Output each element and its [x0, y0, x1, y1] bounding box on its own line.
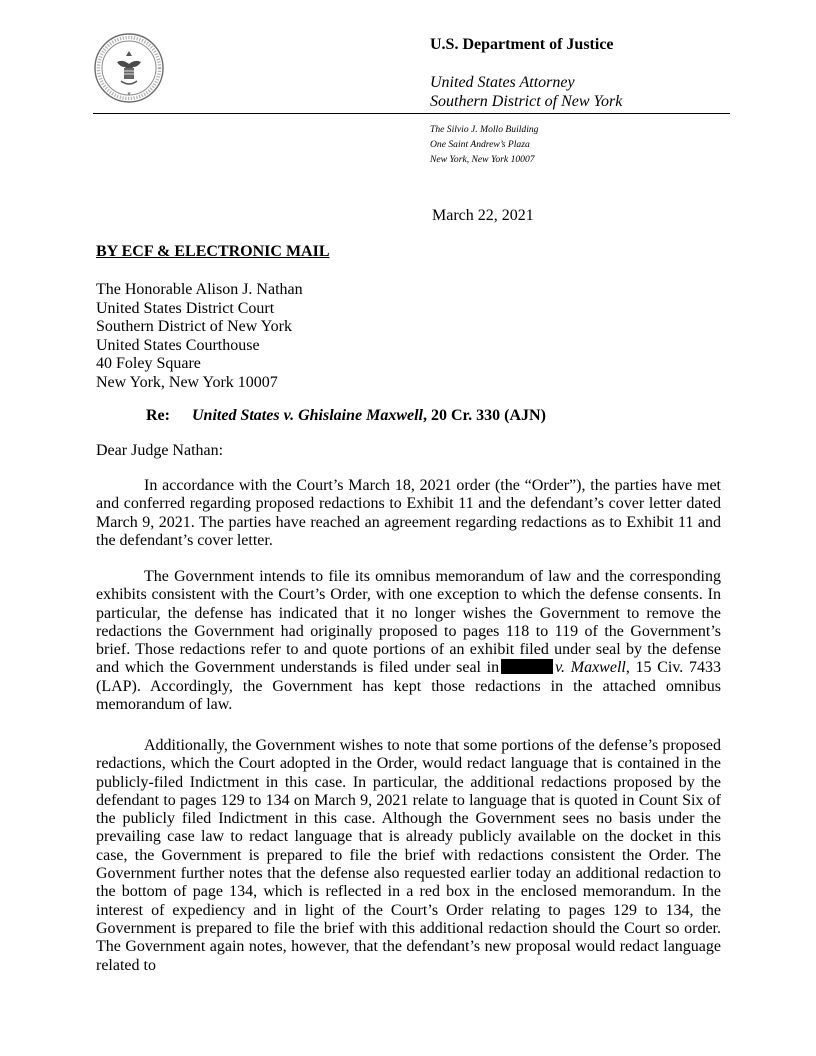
office-line-1: United States Attorney: [430, 74, 575, 91]
paragraph-2-text-after: , 15 Civ. 7433 (LAP). Accordingly, the Government has kept those redactions in the attached omnibus memorandum of law.: [96, 659, 721, 714]
salutation: Dear Judge Nathan:: [96, 442, 224, 459]
address-line-2: One Saint Andrew’s Plaza: [430, 139, 530, 150]
paragraph-2-case-name: v. Maxwell: [555, 659, 626, 677]
body-paragraph-1: In accordance with the Court’s March 18, 2021 order (the “Order”), the parties have met and conferred regarding proposed redactions to Exhibit 11 and the defendant’s cover letter dated March 9, 2021. The parties have reached an agreement regarding redactions as to Exhibit 11 and the defendant’s cover letter.: [96, 477, 721, 549]
redaction-box: [501, 659, 553, 674]
re-case-name: United States v. Ghislaine Maxwell: [192, 407, 423, 424]
letter-date: March 22, 2021: [432, 207, 534, 224]
address-line-3: New York, New York 10007: [430, 154, 535, 165]
delivery-method: BY ECF & ELECTRONIC MAIL: [96, 243, 330, 260]
office-name: [430, 73, 622, 111]
recipient-line-2: United States District Court: [96, 299, 275, 317]
recipient-line-6: New York, New York 10007: [96, 373, 278, 391]
body-paragraph-2: [96, 568, 721, 714]
letterhead-rule: [93, 113, 730, 114]
recipient-line-5: 40 Foley Square: [96, 355, 201, 373]
office-address: [430, 122, 538, 167]
re-case-number: , 20 Cr. 330 (AJN): [422, 407, 546, 424]
recipient-line-1: The Honorable Alison J. Nathan: [96, 281, 303, 298]
recipient-line-4: United States Courthouse: [96, 336, 260, 354]
re-line: [146, 407, 546, 425]
doj-seal-logo: [93, 32, 165, 104]
recipient-address: [96, 281, 303, 393]
svg-text:★: ★: [126, 92, 132, 97]
office-line-2: Southern District of New York: [430, 93, 623, 110]
paragraph-2-text-before: The Government intends to file its omnibus memorandum of law and the corresponding exhibits consistent with the Court’s Order, with one exception to which the defense consents. In particular, the defense has indicated that it no longer wishes the Government to remove the redactions the Government had originally proposed to pages 118 to 119 of the Government’s brief. Those redactions refer to and quote portions of an exhibit filed under seal by the defense and which the Government understands is filed under seal in: [96, 568, 721, 677]
address-line-1: The Silvio J. Mollo Building: [430, 124, 539, 135]
body-paragraph-3: Additionally, the Government wishes to note that some portions of the defense’s proposed redactions, which the Court adopted in the Order, would redact language that is contained in the publicly-filed Indictment in this case. In particular, the additional redactions proposed by the defendant to pages 129 to 134 on March 9, 2021 relate to language that is quoted in Count Six of the publicly filed Indictment in this case. Although the Government sees no basis under the prevailing case law to redact language that is already publicly available on the docket in this case, the Government is prepared to file the brief with redactions consistent the Order. The Government further notes that the defense also requested earlier today an additional redaction to the bottom of page 134, which is reflected in a red box in the enclosed memorandum. In the interest of expediency and in light of the Court’s Order relating to pages 129 to 134, the Government is prepared to file the brief with this additional redaction should the Court so order. The Government again notes, however, that the defendant’s new proposal would redact language related to: [96, 737, 721, 974]
recipient-line-3: Southern District of New York: [96, 318, 292, 336]
re-label: Re:: [146, 407, 170, 424]
department-name: U.S. Department of Justice: [430, 36, 614, 53]
